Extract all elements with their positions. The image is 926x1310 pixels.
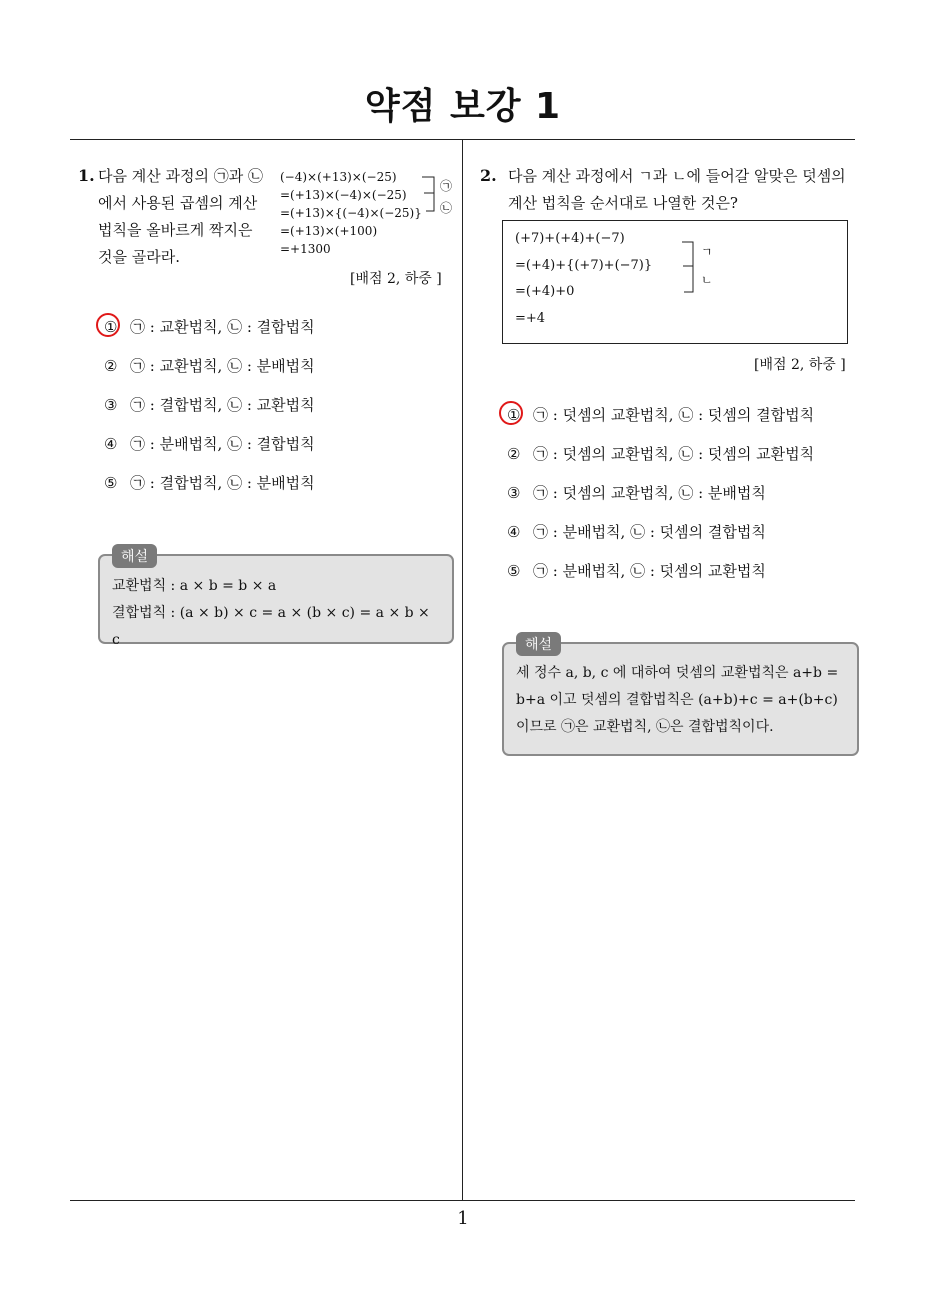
q1-label-b: ㉡ bbox=[440, 201, 453, 215]
q1-choice[interactable] bbox=[104, 394, 315, 433]
choice-number: ③ bbox=[507, 484, 521, 502]
column-divider bbox=[462, 140, 463, 1200]
choice-number: ⑤ bbox=[104, 474, 118, 492]
question-1-text: 다음 계산 과정의 ㉠과 ㉡에서 사용된 곱셈의 계산 법칙을 올바르게 짝지은 것을 골라라. bbox=[98, 167, 263, 266]
solution-line: 교환법칙 : a × b = b × a bbox=[112, 578, 277, 594]
footer-rule bbox=[70, 1200, 855, 1201]
q2-choice[interactable] bbox=[507, 443, 814, 482]
question-2-text: 다음 계산 과정에서 ㄱ과 ㄴ에 들어갈 알맞은 덧셈의 계산 법칙을 순서대로 나열한 것은? bbox=[508, 167, 846, 212]
choice-number: ④ bbox=[104, 435, 118, 453]
q1-choice[interactable] bbox=[104, 316, 315, 355]
choice-text: ㉠ : 덧셈의 교환법칙, ㉡ : 덧셈의 결합법칙 bbox=[533, 406, 815, 424]
q1-solution-box bbox=[98, 549, 454, 648]
solution-tag: 해설 bbox=[112, 544, 157, 568]
q1-bracket-icon bbox=[420, 174, 440, 214]
choice-text: ㉠ : 분배법칙, ㉡ : 결합법칙 bbox=[130, 435, 315, 453]
choice-number: ④ bbox=[507, 523, 521, 541]
q1-choice[interactable] bbox=[104, 472, 315, 511]
q2-work-line: =+4 bbox=[515, 311, 546, 326]
q1-work-line: =(+13)×{(−4)×(−25)} bbox=[280, 206, 422, 220]
solution-tag: 해설 bbox=[516, 632, 561, 656]
choice-text: ㉠ : 교환법칙, ㉡ : 결합법칙 bbox=[130, 318, 315, 336]
q2-solution-box bbox=[502, 637, 859, 756]
q2-choice[interactable] bbox=[507, 482, 814, 521]
q2-choices bbox=[507, 404, 814, 599]
q2-work-line: (+7)+(+4)+(−7) bbox=[515, 231, 625, 246]
choice-text: ㉠ : 결합법칙, ㉡ : 교환법칙 bbox=[130, 396, 315, 414]
page-number: 1 bbox=[457, 1208, 469, 1229]
choice-number: ② bbox=[104, 357, 118, 375]
q1-choices bbox=[104, 316, 315, 511]
q1-work-line: =(+13)×(+100) bbox=[280, 224, 378, 238]
q1-work-line: =+1300 bbox=[280, 242, 331, 256]
q2-label-a: ㄱ bbox=[701, 245, 713, 259]
solution-line: 결합법칙 : (a × b) × c = a × (b × c) = a × b × c bbox=[112, 605, 430, 648]
choice-text: ㉠ : 덧셈의 교환법칙, ㉡ : 덧셈의 교환법칙 bbox=[533, 445, 815, 463]
q1-work-line: (−4)×(+13)×(−25) bbox=[280, 170, 397, 184]
page-title: 약점 보강 1 bbox=[364, 86, 562, 127]
q2-label-b: ㄴ bbox=[701, 273, 713, 287]
q1-label-a: ㉠ bbox=[440, 179, 453, 193]
choice-number: ① bbox=[507, 406, 521, 424]
q2-bracket-icon bbox=[679, 239, 699, 295]
q2-choice[interactable] bbox=[507, 404, 814, 443]
choice-text: ㉠ : 분배법칙, ㉡ : 덧셈의 교환법칙 bbox=[533, 562, 766, 580]
choice-number: ⑤ bbox=[507, 562, 521, 580]
choice-text: ㉠ : 덧셈의 교환법칙, ㉡ : 분배법칙 bbox=[533, 484, 766, 502]
q1-choice[interactable] bbox=[104, 355, 315, 394]
q2-work-line: =(+4)+{(+7)+(−7)} bbox=[515, 258, 653, 273]
question-2-number: 2. bbox=[480, 166, 497, 185]
choice-text: ㉠ : 분배법칙, ㉡ : 덧셈의 결합법칙 bbox=[533, 523, 766, 541]
choice-text: ㉠ : 교환법칙, ㉡ : 분배법칙 bbox=[130, 357, 315, 375]
solution-text: 세 정수 a, b, c 에 대하여 덧셈의 교환법칙은 a+b = b+a 이고 덧셈의 결합법칙은 (a+b)+c = a+(b+c) 이므로 ㉠은 교환법칙, ㉡은 결합법칙이다. bbox=[516, 665, 839, 735]
answer-mark-icon bbox=[96, 313, 120, 337]
q2-choice[interactable] bbox=[507, 560, 814, 599]
question-1-number: 1. bbox=[78, 166, 95, 185]
choice-number: ② bbox=[507, 445, 521, 463]
q1-work-line: =(+13)×(−4)×(−25) bbox=[280, 188, 407, 202]
choice-number: ③ bbox=[104, 396, 118, 414]
q2-work-line: =(+4)+0 bbox=[515, 284, 575, 299]
q2-work-box bbox=[502, 220, 848, 344]
choice-number: ① bbox=[104, 318, 118, 336]
q1-score: [배점 2, 하중 ] bbox=[350, 271, 442, 287]
q2-score: [배점 2, 하중 ] bbox=[754, 357, 846, 373]
q2-choice[interactable] bbox=[507, 521, 814, 560]
choice-text: ㉠ : 결합법칙, ㉡ : 분배법칙 bbox=[130, 474, 315, 492]
answer-mark-icon bbox=[499, 401, 523, 425]
q1-choice[interactable] bbox=[104, 433, 315, 472]
